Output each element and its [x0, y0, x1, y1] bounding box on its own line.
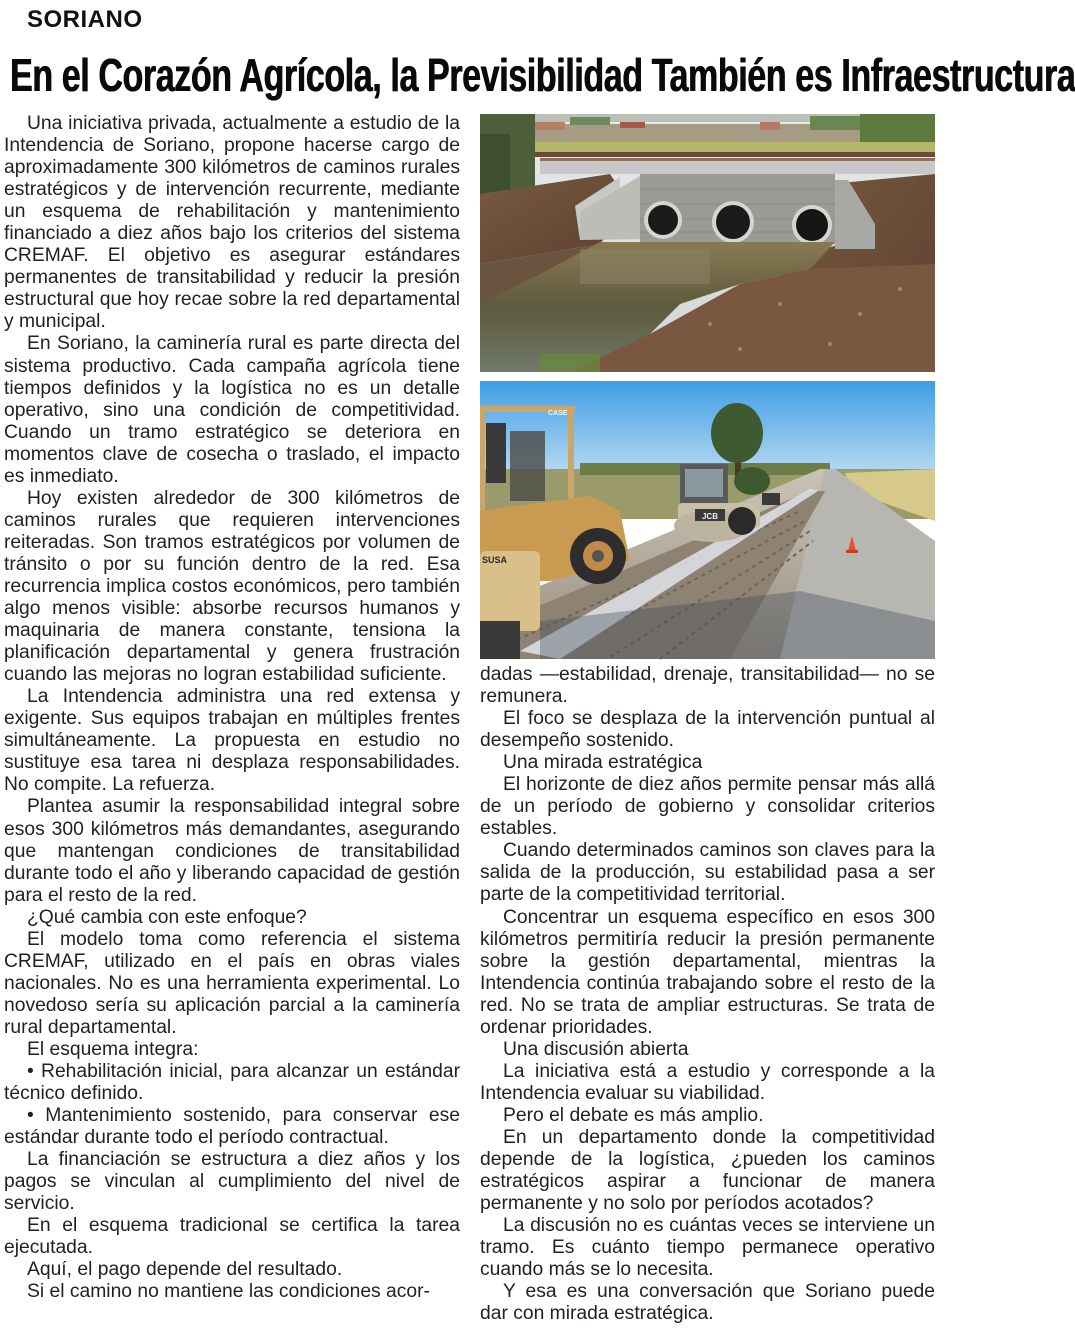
subheading: Una discusión abierta [503, 1038, 689, 1060]
headline: En el Corazón Agrícola, la Previsibilidad También es Infraestructura [10, 49, 1075, 101]
dynapac-label: SUSA [482, 555, 508, 565]
paragraph: En Soriano, la caminería rural es parte directa del sistema productivo. Cada campaña agrícola tiene tiempos definidos y la logística no es un detalle operativo, sino una condición de competitividad. Cuando un tramo estratégico se deteriora en momentos clave de cosecha o traslado, el impacto es inmediato. [4, 333, 460, 487]
paragraph: Una iniciativa privada, actualmente a estudio de la Intendencia de Soriano, propone hacerse cargo de aproximadamente 300 kilómetros de caminos rurales estratégicos y de intervención recurrente, mediante un esquema de rehabilitación y mantenimiento financiado a diez años bajo los criterios del sistema CREMAF. El objetivo es asegurar estándares permanentes de transitabilidad y reducir la presión estructural que hoy recae sobre la red departamental y municipal. [4, 113, 460, 333]
subheading: ¿Qué cambia con este enfoque? [27, 906, 307, 928]
section-label: SORIANO [27, 6, 143, 33]
road-works-photo [480, 381, 935, 659]
paragraph: En un departamento donde la competitividad depende de la logística, ¿pueden los caminos estratégicos aspirar a funcionar de manera permanente y no solo por períodos acotados? [480, 1126, 935, 1215]
paragraph: Y esa es una conversación que Soriano puede dar con mirada estratégica. [480, 1281, 935, 1325]
article-column-left [4, 113, 460, 1304]
jcb-label: JCB [701, 512, 719, 521]
paragraph: El horizonte de diez años permite pensar más allá de un período de gobierno y consolidar criterios estables. [480, 774, 935, 840]
paragraph: Cuando determinados caminos son claves para la salida de la producción, su estabilidad pasa a ser parte de la competitividad territorial. [480, 840, 935, 906]
paragraph-continuation: dadas —estabilidad, drenaje, transitabilidad— no se remunera. [480, 664, 935, 708]
article-column-right [480, 664, 935, 1325]
paragraph: El esquema integra: [27, 1038, 199, 1060]
subheading: Una mirada estratégica [503, 752, 703, 774]
paragraph: Concentrar un esquema específico en esos 300 kilómetros permitiría reducir la presión permanente sobre la gestión departamental, mientras la Intendencia continúa trabajando sobre el resto de la red. No se trata de ampliar estructuras. Se trata de ordenar prioridades. [480, 906, 935, 1038]
paragraph: Plantea asumir la responsabilidad integral sobre esos 300 kilómetros más demandantes, asegurando que mantengan condiciones de transitabilidad durante todo el año y liberando capacidad de gestión para el resto de la red. [4, 796, 460, 906]
case-label: CASE [548, 410, 568, 417]
bullet-item: • Mantenimiento sostenido, para conservar ese estándar durante todo el período contractual. [4, 1105, 460, 1149]
paragraph: El foco se desplaza de la intervención puntual al desempeño sostenido. [480, 708, 935, 752]
culvert-photo [480, 114, 935, 372]
paragraph: La financiación se estructura a diez años y los pagos se vinculan al cumplimiento del nivel de servicio. [4, 1149, 460, 1215]
paragraph: El modelo toma como referencia el sistema CREMAF, utilizado en el país en obras viales nacionales. No es una herramienta experimental. Lo novedoso sería su aplicación parcial a la caminería rural departamental. [4, 928, 460, 1038]
paragraph: Si el camino no mantiene las condiciones acor- [27, 1281, 430, 1303]
paragraph: Hoy existen alrededor de 300 kilómetros de caminos rurales que requieren intervenciones reiteradas. Son tramos estratégicos por volumen de tránsito o por su función dentro de la red. Esa recurrencia implica costos económicos, pero también algo menos visible: absorbe recursos humanos y maquinaria de manera constante, tensiona la planificación departamental y genera frustración cuando las mejoras no logran estabilidad suficiente. [4, 487, 460, 686]
paragraph: La Intendencia administra una red extensa y exigente. Sus equipos trabajan en múltiples frentes simultáneamente. La propuesta en estudio no sustituye esa tarea ni desplaza responsabilidades. No compite. La refuerza. [4, 686, 460, 796]
bullet-item: • Rehabilitación inicial, para alcanzar un estándar técnico definido. [4, 1061, 460, 1105]
culvert-photo-illustration [480, 114, 935, 372]
road-works-photo-illustration [480, 381, 935, 659]
paragraph: Aquí, el pago depende del resultado. [27, 1259, 343, 1281]
paragraph: La iniciativa está a estudio y corresponde a la Intendencia evaluar su viabilidad. [480, 1060, 935, 1104]
paragraph: La discusión no es cuántas veces se interviene un tramo. Es cuánto tiempo permanece operativo cuando más se lo necesita. [480, 1215, 935, 1281]
paragraph: Pero el debate es más amplio. [503, 1104, 764, 1126]
paragraph: En el esquema tradicional se certifica la tarea ejecutada. [4, 1215, 460, 1259]
